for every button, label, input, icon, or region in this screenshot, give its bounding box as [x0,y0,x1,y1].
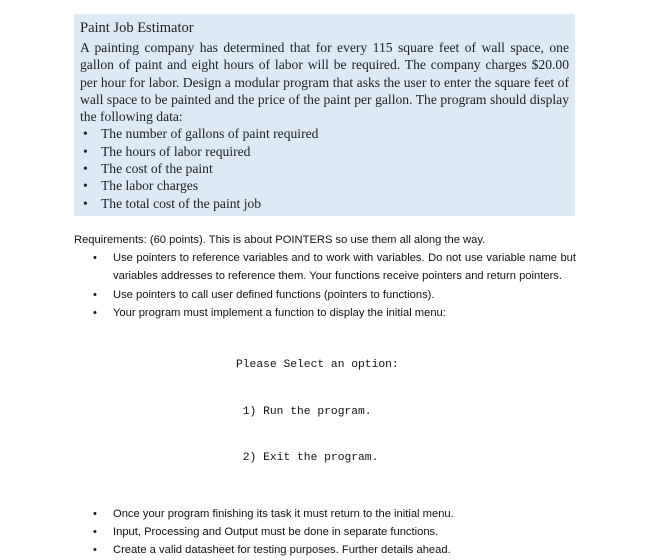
menu-option-run: 1) Run the program. [236,405,372,418]
list-item: • Create a valid datasheet for testing purposes. Further details ahead. [74,541,576,559]
requirements-list-continued [74,505,576,560]
list-item: • The labor charges [80,177,569,194]
list-item: • The hours of labor required [80,143,569,160]
requirements-list [74,249,576,322]
problem-description: A painting company has determined that for every 115 square feet of wall space, one gallon of paint and eight hours of labor will be required. The company charges $20.00 per hour for labor. Design a modular program that asks the user to enter the square feet of wall space to be painted and the price of the paint per gallon. The program should display the following data: [80,40,569,125]
list-item: • Your program must implement a function to display the initial menu: [74,304,576,322]
list-item: • Input, Processing and Output must be done in separate functions. [74,523,576,541]
menu-code-block [236,327,576,498]
list-item: • Use pointers to reference variables and to work with variables. Do not use variable name but variables addresses to reference them. Your functions receive pointers and return pointers. [74,249,576,286]
list-item: • The cost of the paint [80,160,569,177]
problem-title: Paint Job Estimator [80,20,194,36]
list-item: • The total cost of the paint job [80,195,569,212]
menu-option-exit: 2) Exit the program. [236,452,379,465]
problem-box [74,14,575,216]
list-item: • The number of gallons of paint required [80,125,569,142]
list-item: • Once your program finishing its task it must return to the initial menu. [74,505,576,523]
problem-output-list [80,125,569,211]
list-item: • Use pointers to call user defined functions (pointers to functions). [74,286,576,304]
menu-prompt: Please Select an option: [236,359,399,372]
requirements-intro: Requirements: (60 points). This is about POINTERS so use them all along the way. [74,234,486,246]
requirements-section [74,231,576,560]
